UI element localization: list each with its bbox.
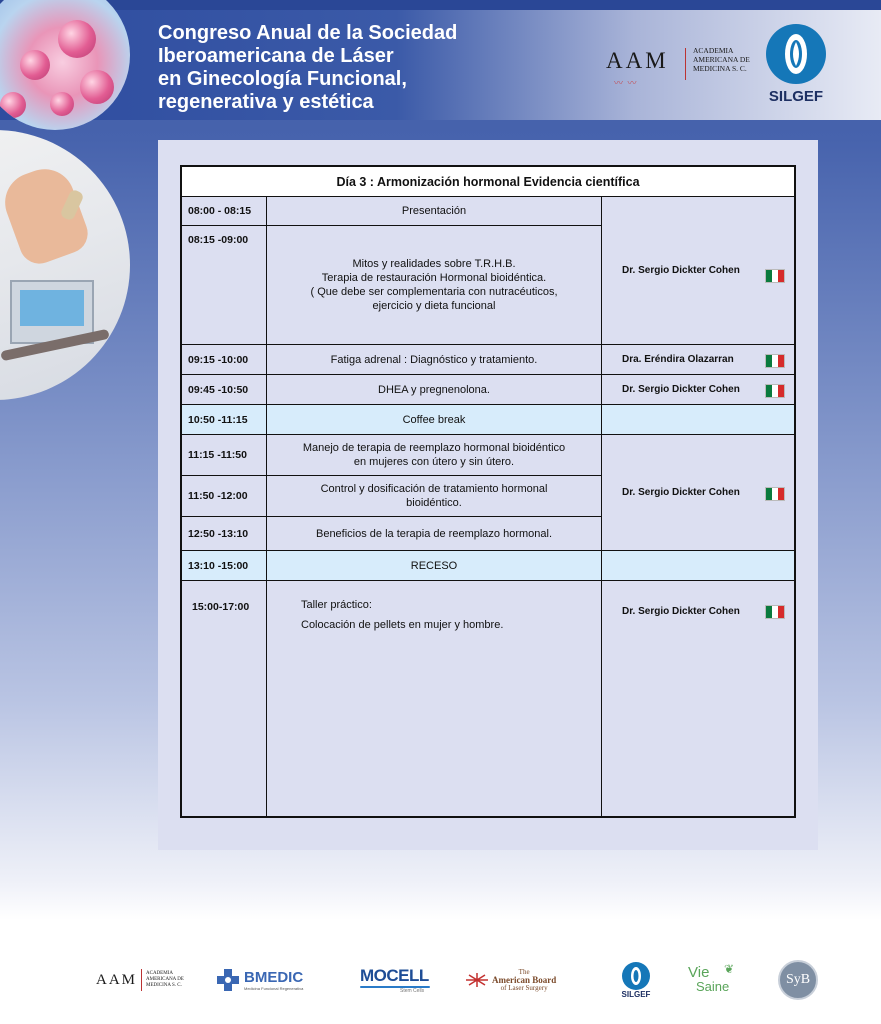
time-cell: 10:50 -11:15 xyxy=(188,413,248,426)
topic-line: Fatiga adrenal : Diagnóstico y tratamiento. xyxy=(330,353,538,366)
time-cell: 09:45 -10:50 xyxy=(188,383,249,396)
topic-line: Coffee break xyxy=(402,413,466,426)
mexico-flag-icon xyxy=(765,487,785,501)
topic-line: Beneficios de la terapia de reemplazo hormonal. xyxy=(315,527,553,540)
topic-cell xyxy=(267,375,601,404)
sponsor-silgef-name: SILGEF xyxy=(621,989,651,999)
topic-cell xyxy=(267,226,601,344)
cell-shape xyxy=(58,20,96,58)
topic-cell xyxy=(267,435,601,475)
cell-shape xyxy=(50,92,74,116)
row-divider xyxy=(182,580,794,581)
time-cell: 09:15 -10:00 xyxy=(188,353,249,366)
speaker-cell: Dr. Sergio Dickter Cohen xyxy=(622,265,740,276)
speaker-cell: Dr. Sergio Dickter Cohen xyxy=(622,384,740,395)
topic-line: en mujeres con útero y sin útero. xyxy=(353,456,515,468)
cell-shape xyxy=(0,92,26,118)
mocell-tagline: Stem Cells xyxy=(400,988,425,994)
time-cell: 08:15 -09:00 xyxy=(188,234,249,246)
topic-cell xyxy=(301,595,601,639)
topic-cell xyxy=(267,517,601,550)
mexico-flag-icon xyxy=(765,269,785,283)
aam-text-line: AMERICANA DE xyxy=(693,55,750,64)
topic-line: ejercicio y dieta funcional xyxy=(372,300,496,312)
title-line: Iberoamericana de Láser xyxy=(158,45,394,67)
sponsor-aam-logo xyxy=(96,960,196,1000)
topic-line: Mitos y realidades sobre T.R.H.B. xyxy=(352,258,516,270)
cell-shape xyxy=(80,70,114,104)
aabls-text xyxy=(492,968,556,992)
topic-line: ( Que debe ser complementaria con nutracéuticos, xyxy=(310,286,558,298)
mexico-flag-icon xyxy=(765,384,785,398)
day-title: Día 3 : Armonización hormonal Evidencia científica xyxy=(182,167,794,197)
time-cell: 13:10 -15:00 xyxy=(188,559,249,572)
topic-cell xyxy=(267,345,601,374)
topic-line: Terapia de restauración Hormonal bioidéntica. xyxy=(321,272,547,284)
mocell-name: MOCELL xyxy=(360,966,429,985)
aam-separator xyxy=(685,48,686,80)
topic-line: Colocación de pellets en mujer y hombre. xyxy=(301,619,504,631)
silgef-logo xyxy=(764,24,828,108)
time-cell: 12:50 -13:10 xyxy=(188,527,249,540)
topic-cell xyxy=(267,476,601,516)
sponsor-bmedic-logo xyxy=(215,960,315,1000)
sponsor-silgef-logo xyxy=(616,960,656,1000)
bmedic-tagline: Medicina Funcional Regenerativa xyxy=(244,986,304,991)
laser-burst-icon xyxy=(466,973,488,987)
aam-logo xyxy=(606,44,756,90)
speaker-cell: Dra. Eréndira Olazarran xyxy=(622,354,734,365)
top-strip xyxy=(0,0,881,10)
bmedic-name: BMEDIC xyxy=(244,969,304,986)
sponsor-aam-text-line: ACADEMIA xyxy=(146,971,173,976)
leaf-icon: ❦ xyxy=(724,962,735,976)
laser-device-image xyxy=(0,130,130,400)
silgef-label: SILGEF xyxy=(768,88,824,105)
syb-name: SyB xyxy=(785,972,811,987)
sponsor-viesaine-logo xyxy=(688,960,740,1000)
sponsor-syb-logo xyxy=(776,960,820,1000)
sponsor-aam-letters: AAM xyxy=(96,971,138,988)
cell-shape xyxy=(20,50,50,80)
sponsor-aam-separator xyxy=(141,969,142,991)
aam-text xyxy=(693,46,750,73)
sponsor-aam-text-line: MEDICINA S. C. xyxy=(146,983,182,988)
aabls-line: of Laser Surgery xyxy=(500,984,548,992)
topic-line: DHEA y pregnenolona. xyxy=(378,383,490,396)
aabls-line: American Board xyxy=(492,975,557,985)
aam-text-line: ACADEMIA xyxy=(693,46,734,55)
title-line: en Ginecología Funcional, xyxy=(158,68,407,90)
silgef-emblem-icon xyxy=(622,962,650,990)
topic-line: Taller práctico: xyxy=(301,599,372,611)
aam-letters: AAM xyxy=(606,48,669,73)
schedule-table xyxy=(180,165,796,818)
aam-wave-icon: 〰 〰 xyxy=(614,78,638,88)
title-line: Congreso Anual de la Sociedad xyxy=(158,22,458,44)
viesaine-line: Saine xyxy=(696,979,730,994)
aabls-line: The xyxy=(518,968,530,976)
time-cell: 08:00 - 08:15 xyxy=(188,205,252,217)
sponsor-mocell-logo xyxy=(360,960,435,1000)
topic-line: bioidéntico. xyxy=(406,497,462,509)
sponsor-aam-text xyxy=(146,971,184,989)
aam-text-line: MEDICINA S. C. xyxy=(693,64,747,73)
mexico-flag-icon xyxy=(765,354,785,368)
viesaine-line: Vie xyxy=(688,964,710,981)
speaker-cell: Dr. Sergio Dickter Cohen xyxy=(622,605,740,617)
time-cell: 11:50 -12:00 xyxy=(188,490,248,502)
time-cell: 15:00-17:00 xyxy=(192,601,250,613)
time-cell: 11:15 -11:50 xyxy=(188,449,247,461)
sponsor-aam-text-line: AMERICANA DE xyxy=(146,977,184,982)
topic-line: RECESO xyxy=(410,559,458,572)
congress-title xyxy=(158,22,518,114)
title-line: regenerativa y estética xyxy=(158,91,374,113)
topic-cell xyxy=(267,405,601,434)
hand-shape xyxy=(0,161,93,270)
sponsor-aabls-logo xyxy=(466,960,586,1000)
topic-cell xyxy=(267,551,601,580)
mexico-flag-icon xyxy=(765,605,785,619)
bmedic-cross-icon xyxy=(215,967,241,993)
speaker-cell: Dr. Sergio Dickter Cohen xyxy=(622,487,740,498)
silgef-emblem-icon xyxy=(766,24,826,84)
topic-line: Presentación xyxy=(401,205,467,217)
topic-cell xyxy=(267,197,601,225)
topic-line: Control y dosificación de tratamiento hormonal xyxy=(320,483,548,495)
topic-line: Manejo de terapia de reemplazo hormonal bioidéntico xyxy=(302,442,566,454)
syb-emblem-icon xyxy=(778,960,818,1000)
